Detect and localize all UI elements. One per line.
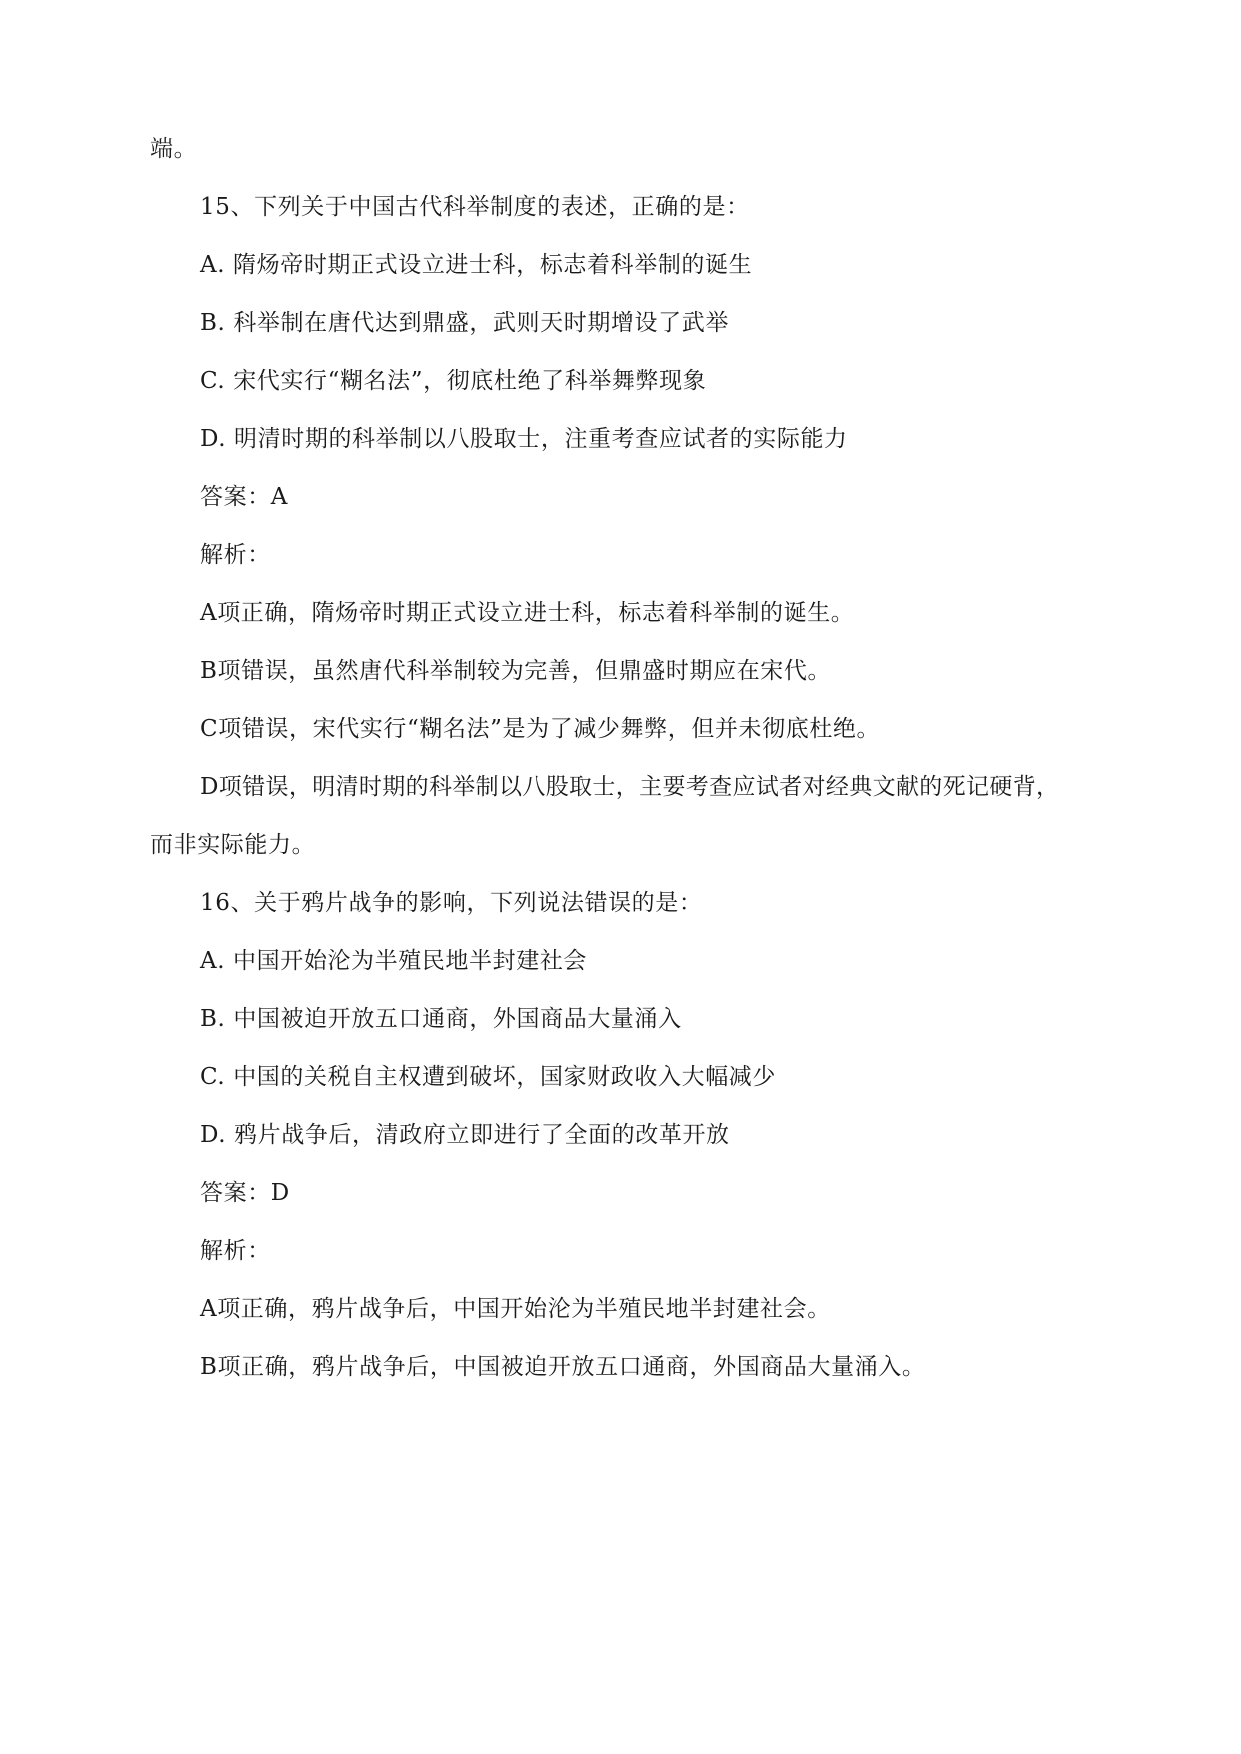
q16-question: 16、关于鸦片战争的影响，下列说法错误的是： (200, 890, 703, 916)
q15-answer: 答案：A (200, 484, 289, 510)
q16-analysis-b: B项正确，鸦片战争后，中国被迫开放五口通商，外国商品大量涌入。 (200, 1354, 926, 1380)
q16-analysis-label: 解析： (200, 1238, 271, 1264)
lead-fragment: 端。 (150, 136, 198, 162)
q15-analysis-d-continued: 而非实际能力。 (150, 832, 316, 858)
q15-option-b: B. 科举制在唐代达到鼎盛，武则天时期增设了武举 (200, 310, 729, 336)
q16-option-a: A. 中国开始沦为半殖民地半封建社会 (200, 948, 588, 974)
q15-analysis-d: D项错误，明清时期的科举制以八股取士，主要考查应试者对经典文献的死记硬背， (200, 774, 1060, 800)
q15-option-c: C. 宋代实行“糊名法”，彻底杜绝了科举舞弊现象 (200, 368, 707, 394)
q15-analysis-b: B项错误，虽然唐代科举制较为完善，但鼎盛时期应在宋代。 (200, 658, 832, 684)
q16-option-d: D. 鸦片战争后，清政府立即进行了全面的改革开放 (200, 1122, 730, 1148)
q15-analysis-c: C项错误，宋代实行“糊名法”是为了减少舞弊，但并未彻底杜绝。 (200, 716, 881, 742)
q15-analysis-label: 解析： (200, 542, 271, 568)
q15-question: 15、下列关于中国古代科举制度的表述，正确的是： (200, 194, 750, 220)
q16-option-c: C. 中国的关税自主权遭到破坏，国家财政收入大幅减少 (200, 1064, 777, 1090)
q16-option-b: B. 中国被迫开放五口通商，外国商品大量涌入 (200, 1006, 682, 1032)
q16-answer: 答案：D (200, 1180, 290, 1206)
q16-analysis-a: A项正确，鸦片战争后，中国开始沦为半殖民地半封建社会。 (200, 1296, 831, 1322)
q15-option-d: D. 明清时期的科举制以八股取士，注重考查应试者的实际能力 (200, 426, 848, 452)
q15-option-a: A. 隋炀帝时期正式设立进士科，标志着科举制的诞生 (200, 252, 753, 278)
q15-analysis-a: A项正确，隋炀帝时期正式设立进士科，标志着科举制的诞生。 (200, 600, 855, 626)
